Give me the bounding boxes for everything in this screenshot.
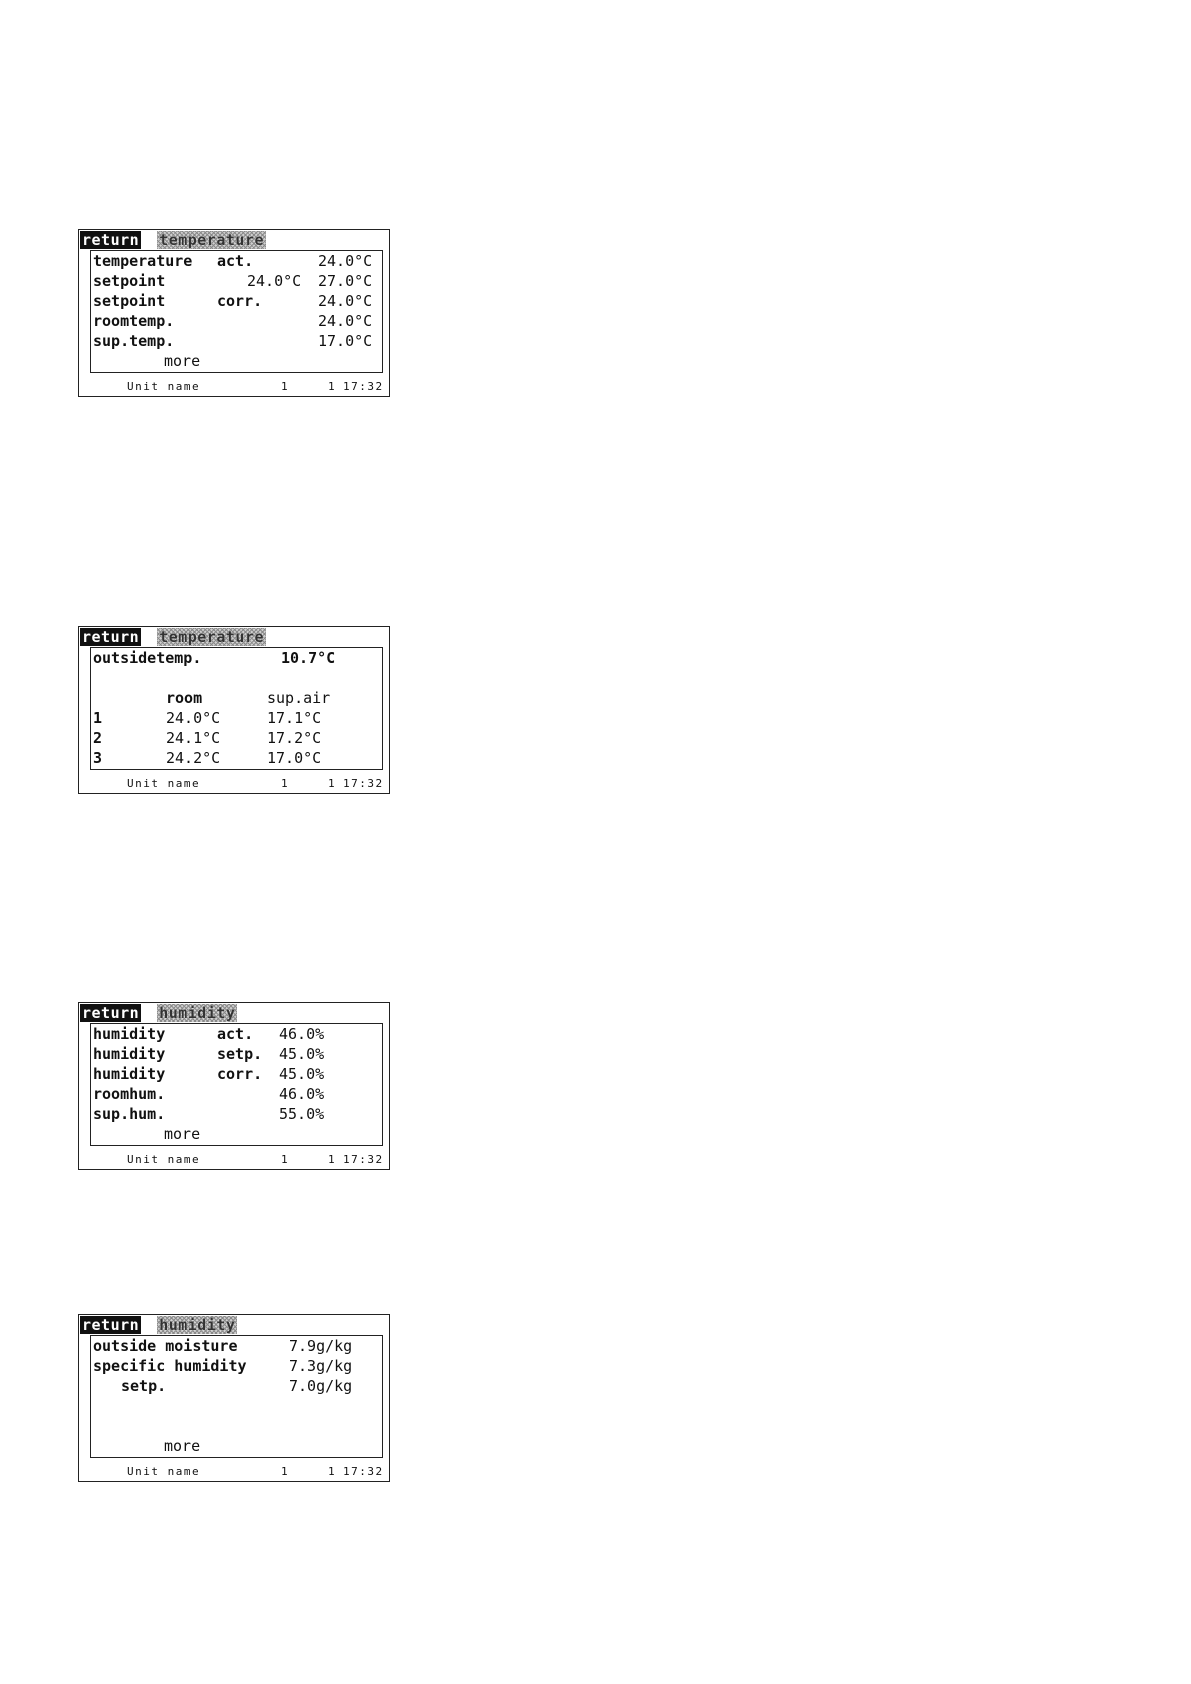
status-number: 1	[281, 777, 290, 790]
row-label: humidity	[93, 1045, 166, 1063]
status-time: 17:32	[343, 380, 384, 393]
row-value: 55.0%	[279, 1105, 325, 1123]
more-button[interactable]: more	[164, 1125, 201, 1143]
content-panel	[90, 1335, 383, 1458]
list-item	[93, 1356, 353, 1376]
row-label: sup.temp.	[93, 332, 175, 350]
row-label: setp.	[121, 1377, 167, 1395]
status-bar	[79, 1152, 389, 1168]
more-button[interactable]: more	[164, 352, 201, 370]
status-bar	[79, 379, 389, 395]
room-temp-value: 24.0°C	[166, 709, 221, 727]
row-value: 24.0°C	[318, 252, 373, 270]
temperature-screen-1	[78, 229, 390, 397]
content-panel	[90, 647, 383, 770]
tab-temperature[interactable]: temperature	[159, 628, 265, 646]
table-row	[93, 748, 322, 768]
list-item	[93, 1336, 353, 1356]
status-bar	[79, 1464, 389, 1480]
row-label: specific humidity	[93, 1357, 247, 1375]
tab-bar	[80, 231, 266, 249]
table-row	[93, 708, 322, 728]
row-index: 1	[93, 709, 103, 727]
header-room: room	[166, 689, 203, 707]
status-number: 1	[328, 380, 337, 393]
tab-bar	[80, 1316, 237, 1334]
tab-humidity[interactable]: humidity	[159, 1004, 236, 1022]
status-number: 1	[281, 1465, 290, 1478]
list-item	[93, 1104, 325, 1124]
row-index: 3	[93, 749, 103, 767]
status-time: 17:32	[343, 1153, 384, 1166]
row-value: 7.3g/kg	[289, 1357, 353, 1375]
status-time: 17:32	[343, 777, 384, 790]
humidity-screen-1	[78, 1002, 390, 1170]
row-setpoint-base: 24.0°C	[247, 272, 302, 290]
unit-name: Unit name	[127, 1153, 201, 1166]
row-value: 17.0°C	[318, 332, 373, 350]
table-row	[93, 728, 322, 748]
row-label: humidity	[93, 1065, 166, 1083]
unit-name: Unit name	[127, 380, 201, 393]
list-item	[93, 311, 373, 331]
list-item	[93, 1376, 353, 1396]
list-item	[93, 1064, 325, 1084]
return-button[interactable]: return	[82, 1004, 140, 1022]
tab-temperature[interactable]: temperature	[159, 231, 265, 249]
row-qualifier: corr.	[217, 292, 263, 310]
return-button[interactable]: return	[82, 628, 140, 646]
row-qualifier: act.	[217, 1025, 254, 1043]
unit-name: Unit name	[127, 777, 201, 790]
more-button[interactable]: more	[164, 1437, 201, 1455]
list-item	[93, 1044, 325, 1064]
list-item	[93, 331, 373, 351]
list-item	[93, 1084, 325, 1104]
content-panel	[90, 1023, 383, 1146]
row-label: temperature	[93, 252, 193, 270]
list-item	[93, 271, 373, 291]
tab-bar	[80, 628, 266, 646]
room-temp-value: 24.1°C	[166, 729, 221, 747]
return-button[interactable]: return	[82, 231, 140, 249]
row-value: 7.9g/kg	[289, 1337, 353, 1355]
row-qualifier: corr.	[217, 1065, 263, 1083]
sup-air-value: 17.1°C	[267, 709, 322, 727]
list-item	[93, 1024, 325, 1044]
row-label: setpoint	[93, 292, 166, 310]
outside-temp-value: 10.7°C	[281, 649, 336, 667]
room-temp-value: 24.2°C	[166, 749, 221, 767]
status-number: 1	[281, 1153, 290, 1166]
status-number: 1	[328, 1153, 337, 1166]
row-label: roomtemp.	[93, 312, 175, 330]
content-panel	[90, 250, 383, 373]
status-number: 1	[281, 380, 290, 393]
row-label: sup.hum.	[93, 1105, 166, 1123]
row-value: 7.0g/kg	[289, 1377, 353, 1395]
row-qualifier: act.	[217, 252, 254, 270]
row-value: 45.0%	[279, 1045, 325, 1063]
humidity-screen-2	[78, 1314, 390, 1482]
row-value: 24.0°C	[318, 312, 373, 330]
header-sup-air: sup.air	[267, 689, 331, 707]
sup-air-value: 17.0°C	[267, 749, 322, 767]
unit-name: Unit name	[127, 1465, 201, 1478]
list-item	[93, 648, 336, 668]
temperature-screen-2	[78, 626, 390, 794]
status-number: 1	[328, 1465, 337, 1478]
row-label: outside moisture	[93, 1337, 238, 1355]
list-item	[93, 291, 373, 311]
status-bar	[79, 776, 389, 792]
tab-humidity[interactable]: humidity	[159, 1316, 236, 1334]
status-number: 1	[328, 777, 337, 790]
row-label: setpoint	[93, 272, 166, 290]
row-value: 45.0%	[279, 1065, 325, 1083]
row-value: 24.0°C	[318, 292, 373, 310]
sup-air-value: 17.2°C	[267, 729, 322, 747]
row-value: 46.0%	[279, 1085, 325, 1103]
row-label: humidity	[93, 1025, 166, 1043]
status-time: 17:32	[343, 1465, 384, 1478]
row-label: roomhum.	[93, 1085, 166, 1103]
row-qualifier: setp.	[217, 1045, 263, 1063]
row-value: 46.0%	[279, 1025, 325, 1043]
row-index: 2	[93, 729, 103, 747]
return-button[interactable]: return	[82, 1316, 140, 1334]
row-value: 27.0°C	[318, 272, 373, 290]
outside-temp-label: outsidetemp.	[93, 649, 202, 667]
table-header	[93, 688, 331, 708]
tab-bar	[80, 1004, 237, 1022]
list-item	[93, 251, 373, 271]
